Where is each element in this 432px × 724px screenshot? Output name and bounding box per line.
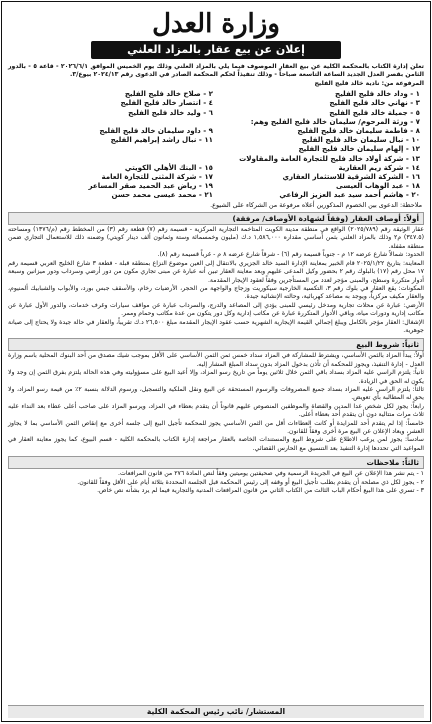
party-item: ١٨ - عبد الوهاب العيسى xyxy=(336,181,420,191)
description-paragraph: المعاينة: بتاريخ ٢٠٢٥/١/٢٢ قام الخبير بمعاينة الإدارة السيد خالد الجزيري بالانتقال إلى العين موضوع النزاع بمنطقة قبلة - قطعة ٣ شارع الخليج العربي قسيمة رقم ١٧ محل رقم (١٧) بالبلوك رقم ٢ بحضور وكيل المدعى عليهم وبعد معاينة العقار تبين أنه عبارة عن مبنى تجاري مكون من دور أرضي وسرداب ودور ميزانين وسبعة أدوار متكررة وسطح، والمبنى مؤجر لعدد من المستأجرين وفقاً لعقود الإيجار المقدمة. xyxy=(8,259,425,284)
signature-footer: المستشار/ نائب رئيس المحكمة الكلية xyxy=(8,705,424,718)
party-item: ٨ - فاطمة سليمان خالد فليج الفليج xyxy=(297,126,420,136)
party-item: ٥ - جميلة خالد فليج الفليج xyxy=(329,107,420,117)
description-paragraph: الأرضي: عبارة عن محلات تجارية ومدخل رئيسي للمبنى يؤدي إلى المصاعد والدرج، والسرداب عبارة عن مواقف سيارات وغرف خدمات، والدور الأول عبارة عن مكاتب إدارية ودورات مياه، وباقي الأدوار المتكررة عبارة عن مكاتب إدارية وكل دور يتكون من عدة مكاتب وحمام وممر. xyxy=(8,301,424,318)
description-paragraph: عقار الوثيقة رقم (٢٠٢٥/٧٨٩) الواقع في منطقة مدينة الكويت المتاخمة التجارية المركزية - قسيمة رقم (٧) قطعة رقم (٣) من المخطط رقم (م/١٣٧٦) ومساحته (٣٤٧.٥) م٢ وذلك بالمزاد العلني بثمن أساسي مقداره ١,٥٨٦,٠٠٠ د.ك (مليون وخمسمائة وستة وثمانون ألف دينار كويتي) وضمنه ذلك للاستعمال التجاري ضمن منطقة مقفلة. xyxy=(8,226,424,250)
condition-paragraph: أولاً: يبدأ المزاد بالثمن الأساسي، ويشترط للمشاركة في المزاد سداد خمس ثمن الثمن الأساسي على الأقل بموجب شيك مصدق من أحد البنوك المحلية باسم وزارة العدل - إدارة التنفيذ، ويجوز للمحكمة أن تأذن بدخول المزاد بدون سداد المبلغ المشار إليه. xyxy=(8,352,424,368)
announcement-banner: إعلان عن بيع عقار بالمزاد العلني xyxy=(91,41,341,59)
note-paragraph: ٢ - يجوز لكل ذي مصلحة أن يتقدم بطلب تأجيل البيع أو وقفه إلى رئيس المحكمة قبل الجلسة المحددة بثلاثة أيام على الأقل وفقاً للقانون. xyxy=(77,478,424,486)
intro-paragraph: تعلن إدارة الكتاب بالمحكمة الكلية عن بيع العقار الموصوف فيما يلي بالمزاد العلني وذلك يوم الخميس الموافق ٢٠٢٦/٦/١ - قاعة ٥ - بالدور الثامن بقصر العدل الجديد الساعة التاسعة صباحاً - وذلك تنفيذاً لحكم المحكمة الصادر في الدعوى رقم ٢٠٢٤/١٣ بيوع/٣. xyxy=(8,63,424,79)
condition-paragraph: رابعاً: يجوز لكل شخص عدا المدين والقضاة والموظفين المنصوص عليهم قانوناً أن يتقدم بعطاء في المزاد، ويرسو المزاد على صاحب أعلى عطاء بعد النداء عليه ثلاث مرات متتالية دون أن يتقدم أحد بعطاء أعلى. xyxy=(8,402,424,419)
party-item: ٩ - داود سليمان خالد فليج الفليج xyxy=(99,126,213,136)
party-item: ٢١ - محمد عيسى محمد حسن xyxy=(111,190,213,200)
party-item: ١ - وداد خالد فليج الفليج xyxy=(335,89,420,99)
party-item: ١١ - نبال راشد إبراهيم الفليج xyxy=(110,135,213,145)
parties-heading: المرفوعة من: نادية خالد فليج الفليج xyxy=(314,79,424,87)
section-title-notes: ثالثاً: ملاحظات xyxy=(8,456,424,469)
party-item: ٦ - وليد خالد فليج الفليج xyxy=(128,107,213,117)
party-item: ٣ - نهاني خالد فليج الفليج xyxy=(329,98,420,108)
announcement-page xyxy=(1,1,431,722)
party-item: ١٥ - البنك الأهلي الكويتي xyxy=(124,162,213,172)
party-item: ١٣ - شركة أولاد خالد فليج للتجارة العامة والمقاولات xyxy=(239,153,420,163)
description-paragraph: الإشغال: العقار مؤجر بالكامل ويبلغ إجمالي القيمة الإيجارية الشهرية حسب عقود الإيجار المقدمة مبلغ ٢٦,٥٠٠ د.ك تقريباً، والعقار في حالة جيدة ولا يحتاج إلى صيانة جوهرية. xyxy=(8,318,424,334)
parties-list xyxy=(12,89,420,199)
party-item xyxy=(12,144,213,153)
party-item: ٧ - ورثة المرحوم/ سليمان خالد فليج الفليج وهم: xyxy=(250,116,420,126)
party-item: ١٩ - رياض عبد الحميد صقر المساعر xyxy=(88,181,213,191)
note-paragraph: ١ - يتم نشر هذا الإعلان عن البيع في الجريدة الرسمية وفي صحيفتين يوميتين وفقاً لنص المادة ٢٧٦ من قانون المرافعات. xyxy=(118,470,424,478)
party-item: ١٦ - الشركة الشرقية للاستثمار العقاري xyxy=(282,172,420,182)
party-item: ٢ - صلاح خالد فليج الفليج xyxy=(124,89,213,99)
description-paragraph: الحدود: شمالاً شارع عرضه ١٢ م - جنوباً قسيمة رقم (٦) - شرقاً شارع عرضه ٨ م - غرباً قسيمة رقم (٨). xyxy=(157,251,424,259)
party-item: ٢٠ - هاشم أحمد سيد عبد العزيز الرفاعي xyxy=(279,190,420,200)
section-title-description: أولاً: أوصاف العقار (وفقاً لشهادة الأوصاف/ مرفقة) xyxy=(8,212,424,225)
party-item: ١٠ - نبال سليمان خالد فليج الفليج xyxy=(301,135,420,145)
ministry-title: وزارة العدل xyxy=(152,9,280,39)
party-item xyxy=(12,117,213,126)
party-item: ١٤ - شركة ريم العقارية xyxy=(338,162,420,172)
section-title-conditions: ثانياً: شروط البيع xyxy=(8,338,424,351)
condition-paragraph: سادساً: يجوز لمن يرغب الاطلاع على شروط البيع والمستندات الخاصة بالعقار مراجعة إدارة الكتاب بالمحكمة الكلية - قسم البيوع، كما يجوز معاينة العقار في المواعيد التي تحددها إدارة التنفيذ بعد التنسيق مع الحارس القضائي. xyxy=(8,436,424,452)
condition-paragraph: خامساً: إذا لم يتقدم أحد للمزايدة أو كانت العطاءات أقل من الثمن الأساسي يجوز للمحكمة تأجيل البيع إلى جلسة أخرى مع إنقاص الثمن الأساسي بما لا يجاوز العشر، ويعاد الإعلان عن البيع مرة أخرى وفقاً للقانون. xyxy=(8,419,424,435)
condition-paragraph: ثانياً: يلتزم الراسي عليه المزاد بسداد باقي الثمن خلال ثلاثين يوماً من تاريخ رسو المزاد، وإلا أعيد البيع على مسؤوليته وفي هذه الحالة يلتزم بفرق الثمن إن وجد ولا يكون له الحق في الزيادة. xyxy=(8,369,424,385)
condition-paragraph: ثالثاً: يلتزم الراسي عليه المزاد بسداد جميع المصروفات والرسوم المستحقة عن البيع ونقل الملكية والتسجيل، ورسوم الدلالة بنسبة ٢٪ من قيمة رسو المزاد، ولا يحق له المطالبة بأي تعويض. xyxy=(8,385,424,402)
party-item: ١٧ - شركة المثنى للتجارة العامة xyxy=(101,172,213,182)
description-paragraph: المكونات: يقع العقار في بلوك رقم ٣، التكسية الخارجية سيكوريت وزجاج والواجهة من الحجر، الأرضيات رخام، والأسقف جبس بورد، والأبواب والشبابيك ألمنيوم، والعقار مكيف مركزياً، ويوجد به مصاعد كهربائية، وحالته الإنشائية جيدة. xyxy=(8,284,424,301)
party-item xyxy=(12,154,213,163)
party-item: ١٢ - إلهام سليمان خالد فليج الفليج xyxy=(298,144,420,154)
party-item: ٤ - انتصار خالد فليج الفليج xyxy=(120,98,213,108)
note-paragraph: ٣ - تسري على هذا البيع أحكام الباب الثالث من الكتاب الثاني من قانون المرافعات المدنية والتجارية فيما لم يرد بشأنه نص خاص. xyxy=(97,487,424,495)
parties-note: ملاحظة: الدعوى بين الخصوم المذكورين أعلاه مرفوعة من الشركاء على الشيوع. xyxy=(210,200,422,209)
